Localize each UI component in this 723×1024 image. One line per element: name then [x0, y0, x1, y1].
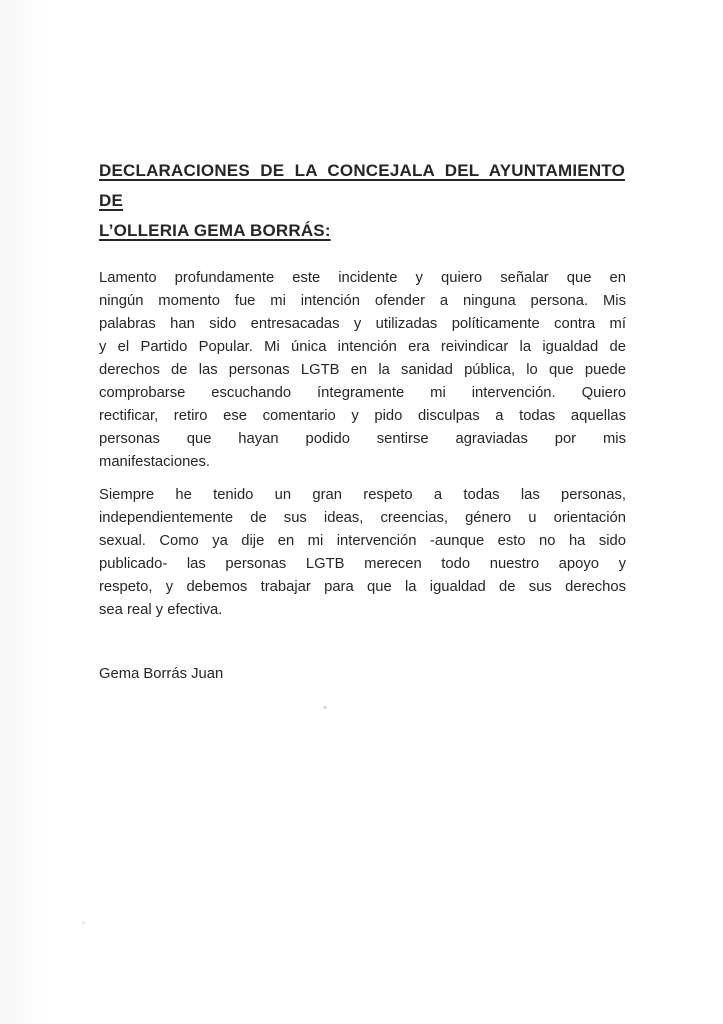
text-line: personas que hayan podido sentirse agraviadas por mis — [99, 431, 626, 447]
paragraph — [99, 267, 626, 474]
text-line: sexual. Como ya dije en mi intervención -aunque esto no ha sido — [99, 533, 626, 549]
text-line: derechos de las personas LGTB en la sanidad pública, lo que puede — [99, 362, 626, 378]
text-line: sea real y efectiva. — [99, 602, 223, 618]
text-line: publicado- las personas LGTB merecen todo nuestro apoyo y — [99, 556, 626, 572]
document-body — [99, 267, 626, 622]
paragraph — [99, 484, 626, 622]
title-line-2 — [99, 216, 625, 246]
title-line-1: DECLARACIONES DE LA CONCEJALA DEL AYUNTAMIENTO DE — [99, 161, 625, 210]
text-line: ningún momento fue mi intención ofender a ninguna persona. Mis — [99, 293, 626, 309]
scan-speck — [323, 706, 327, 709]
text-line: manifestaciones. — [99, 454, 211, 470]
text-line: palabras han sido entresacadas y utilizadas políticamente contra mí — [99, 316, 626, 332]
text-line: rectificar, retiro ese comentario y pido disculpas a todas aquellas — [99, 408, 626, 424]
text-line: y el Partido Popular. Mi única intención era reivindicar la igualdad de — [99, 339, 626, 355]
scan-speck — [82, 921, 85, 924]
text-line: independientemente de sus ideas, creencias, género u orientación — [99, 510, 626, 526]
document-title — [99, 156, 625, 246]
signature: Gema Borrás Juan — [99, 666, 224, 682]
title-line-2-text: L’OLLERIA GEMA BORRÁS: — [99, 221, 331, 240]
text-line: Lamento profundamente este incidente y quiero señalar que en — [99, 270, 626, 286]
text-line: respeto, y debemos trabajar para que la igualdad de sus derechos — [99, 579, 626, 595]
text-line: comprobarse escuchando íntegramente mi intervención. Quiero — [99, 385, 626, 401]
text-line: Siempre he tenido un gran respeto a todas las personas, — [99, 487, 626, 503]
